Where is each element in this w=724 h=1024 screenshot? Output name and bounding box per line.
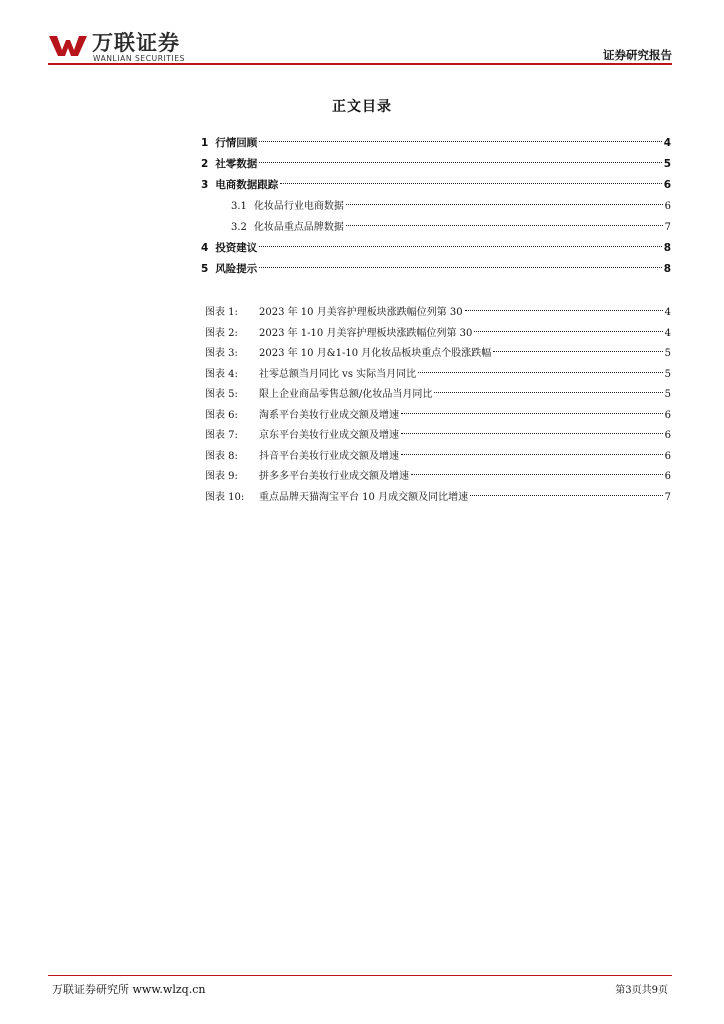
toc-entry-page: 4	[663, 137, 671, 149]
toc-entry-number: 4	[201, 242, 209, 254]
dot-leader	[493, 351, 662, 352]
toc-entry[interactable]	[201, 154, 671, 175]
figure-entry-page: 6	[664, 471, 671, 482]
dot-leader	[259, 141, 661, 142]
footer-divider	[48, 975, 672, 976]
logo-english-name: WANLIAN SECURITIES	[93, 54, 186, 63]
header-divider	[48, 63, 672, 65]
toc-entry-label: 风险提示	[215, 263, 258, 275]
toc-entry-label: 化妆品重点品牌数据	[253, 222, 344, 233]
toc-entry-page: 5	[663, 158, 671, 170]
toc-entry[interactable]	[201, 133, 671, 154]
dot-leader	[401, 454, 663, 455]
figure-entry-label: 2023 年 10 月&1-10 月化妆品板块重点个股涨跌幅	[259, 348, 492, 359]
figure-entry[interactable]	[205, 406, 671, 427]
figure-entry-number: 图表 8:	[205, 450, 238, 462]
toc-entry-page: 6	[664, 201, 671, 212]
toc-entry-label: 行情回顾	[215, 137, 258, 149]
figure-entry[interactable]	[205, 303, 671, 324]
figure-entry-number: 图表 3:	[205, 348, 238, 359]
figure-list	[205, 303, 671, 508]
figure-entry-label: 2023 年 1-10 月美容护理板块涨跌幅位列第 30	[259, 327, 473, 339]
dot-leader	[280, 183, 661, 184]
table-of-contents	[201, 133, 671, 280]
figure-entry-page: 5	[664, 368, 671, 380]
figure-entry[interactable]	[205, 324, 671, 345]
figure-entry[interactable]	[205, 447, 671, 468]
toc-entry-page: 8	[663, 263, 671, 275]
toc-entry[interactable]	[201, 238, 671, 259]
toc-entry[interactable]	[201, 259, 671, 280]
toc-entry-number: 5	[201, 263, 209, 275]
toc-entry-label: 化妆品行业电商数据	[253, 201, 344, 212]
dot-leader	[401, 413, 663, 414]
wanlian-logo-icon	[48, 34, 88, 58]
figure-entry-label: 社零总额当月同比 vs 实际当月同比	[259, 368, 417, 380]
figure-entry-page: 7	[664, 491, 671, 503]
toc-entry-number: 3.2	[231, 222, 247, 233]
figure-entry[interactable]	[205, 365, 671, 386]
figure-entry-label: 限上企业商品零售总额/化妆品当月同比	[259, 389, 433, 400]
dot-leader	[434, 392, 662, 393]
figure-entry-label: 京东平台美妆行业成交额及增速	[259, 430, 399, 441]
figure-entry-label: 拼多多平台美妆行业成交额及增速	[259, 471, 409, 482]
toc-entry[interactable]	[201, 217, 671, 238]
toc-entry-number: 2	[201, 158, 209, 170]
figure-entry-number: 图表 1:	[205, 307, 238, 318]
figure-entry-page: 4	[664, 327, 671, 339]
dot-leader	[346, 204, 663, 205]
page-header	[48, 30, 672, 64]
figure-entry[interactable]	[205, 488, 671, 509]
figure-entry[interactable]	[205, 344, 671, 365]
dot-leader	[259, 267, 661, 268]
figure-entry-page: 6	[664, 409, 671, 421]
dot-leader	[474, 331, 662, 332]
dot-leader	[259, 246, 661, 247]
toc-entry[interactable]	[201, 196, 671, 217]
figure-entry-number: 图表 4:	[205, 368, 238, 380]
footer-source: 万联证券研究所 www.wlzq.cn	[52, 983, 206, 996]
toc-entry-number: 1	[201, 137, 209, 149]
figure-entry-number: 图表 5:	[205, 389, 238, 400]
toc-entry-label: 电商数据跟踪	[215, 179, 279, 191]
toc-entry-page: 8	[663, 242, 671, 254]
toc-entry-number: 3.1	[231, 201, 247, 212]
dot-leader	[470, 495, 663, 496]
figure-entry-number: 图表 9:	[205, 471, 238, 482]
figure-entry-label: 抖音平台美妆行业成交额及增速	[259, 450, 399, 462]
toc-entry-label: 社零数据	[215, 158, 258, 170]
page-title: 正文目录	[332, 99, 392, 115]
figure-entry-number: 图表 6:	[205, 409, 238, 421]
dot-leader	[418, 372, 662, 373]
figure-entry[interactable]	[205, 426, 671, 447]
figure-entry-number: 图表 7:	[205, 430, 238, 441]
report-type-label: 证券研究报告	[603, 48, 672, 62]
figure-entry-page: 5	[664, 348, 671, 359]
figure-entry-page: 5	[664, 389, 671, 400]
figure-entry-number: 图表 10:	[205, 491, 245, 503]
toc-entry-page: 6	[663, 179, 671, 191]
figure-entry-page: 4	[664, 307, 671, 318]
dot-leader	[401, 433, 663, 434]
figure-entry[interactable]	[205, 385, 671, 406]
toc-entry-label: 投资建议	[215, 242, 258, 254]
figure-entry-label: 重点品牌天猫淘宝平台 10 月成交额及同比增速	[259, 491, 469, 503]
figure-entry-page: 6	[664, 430, 671, 441]
figure-entry[interactable]	[205, 467, 671, 488]
page-number: 第3页共9页	[615, 985, 668, 996]
dot-leader	[346, 225, 663, 226]
dot-leader	[411, 474, 663, 475]
toc-entry-page: 7	[664, 222, 671, 233]
toc-entry[interactable]	[201, 175, 671, 196]
logo-chinese-name: 万联证券	[92, 31, 180, 55]
figure-entry-label: 2023 年 10 月美容护理板块涨跌幅位列第 30	[259, 307, 463, 318]
figure-entry-number: 图表 2:	[205, 327, 238, 339]
toc-entry-number: 3	[201, 179, 209, 191]
dot-leader	[259, 162, 661, 163]
figure-entry-page: 6	[664, 450, 671, 462]
figure-entry-label: 淘系平台美妆行业成交额及增速	[259, 409, 399, 421]
dot-leader	[465, 310, 663, 311]
